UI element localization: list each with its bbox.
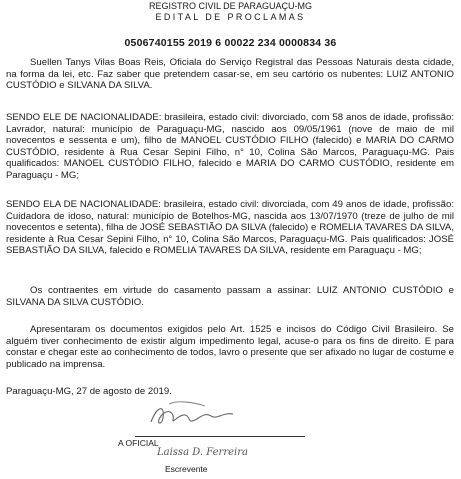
documents-paragraph: Apresentaram os documentos exigidos pelo Art. 1525 e incisos do Código Civil Brasileiro. Se alguém tiver conhecimento de existir algum impedimento legal, acuse-o para os fins de direito. E para constar e chegar este ao conhecimento de todos, lavro o presente que ser afixado no lugar de costume e publicado na imprensa.	[6, 324, 454, 370]
officer-label: A OFICIAL	[118, 438, 159, 448]
handwritten-signature-name: Laissa D. Ferreira	[157, 447, 248, 458]
married-names-paragraph: Os contraentes em virtude do casamento passam a assinar: LUIZ ANTONIO CUSTÓDIO e SILVANA DA SILVA CUSTÓDIO.	[6, 285, 454, 308]
intro-paragraph: Suellen Tanys Vilas Boas Reis, Oficiala do Serviço Registral das Pessoas Naturais desta cidade, na forma da lei, etc. Faz saber que pretendem casar-se, em seu cartório os nubentes: LUIZ ANTONIO CUSTÓDIO e SILVANA DA SILVA.	[6, 57, 454, 92]
registration-number: 0506740155 2019 6 00022 234 0000834 36	[124, 37, 337, 49]
signer-role: Escrevente	[165, 464, 208, 474]
edict-title: EDITAL DE PROCLAMAS	[155, 12, 306, 22]
signature-scribble	[147, 400, 237, 430]
registry-title: REGISTRO CIVIL DE PARAGUAÇU-MG	[148, 1, 313, 11]
signature-line	[135, 436, 305, 437]
date-line: Paraguaçu-MG, 27 de agosto de 2019.	[6, 386, 172, 397]
bride-paragraph: SENDO ELA DE NACIONALIDADE: brasileira, estado civil: divorciada, com 49 anos de idade, profissão: Cuidadora de idoso, natural: município de Botelhos-MG, nascida aos 13/07/1970 (treze de julho de mil novecentos e setenta), filha de JOSÉ SEBASTIÃO DA SILVA (falecido) e ROMELIA TAVARES DA SILVA, residente à Rua Cesar Sepini Filho, n° 10, Colina São Marcos, Paraguaçu-MG. Pais qualificados: JOSÉ SEBASTIÃO DA SILVA, falecido e ROMELIA TAVARES DA SILVA, residente em Paraguaçu - MG;	[6, 199, 454, 257]
groom-paragraph: SENDO ELE DE NACIONALIDADE: brasileira, estado civil: divorciado, com 58 anos de idade, profissão: Lavrador, natural: município de Paraguaçu-MG, nascido aos 09/05/1961 (nove de maio de mil novecentos e sessenta e um), filho de MANOEL CUSTÓDIO FILHO (falecido) e MARIA DO CARMO CUSTÓDIO, residente à Rua Cesar Sepini Filho, n° 10, Colina São Marcos, Paraguaçu-MG. Pais qualificados: MANOEL CUSTÓDIO FILHO, falecido e MARIA DO CARMO CUSTÓDIO, residente em Paraguaçu - MG;	[6, 112, 454, 181]
